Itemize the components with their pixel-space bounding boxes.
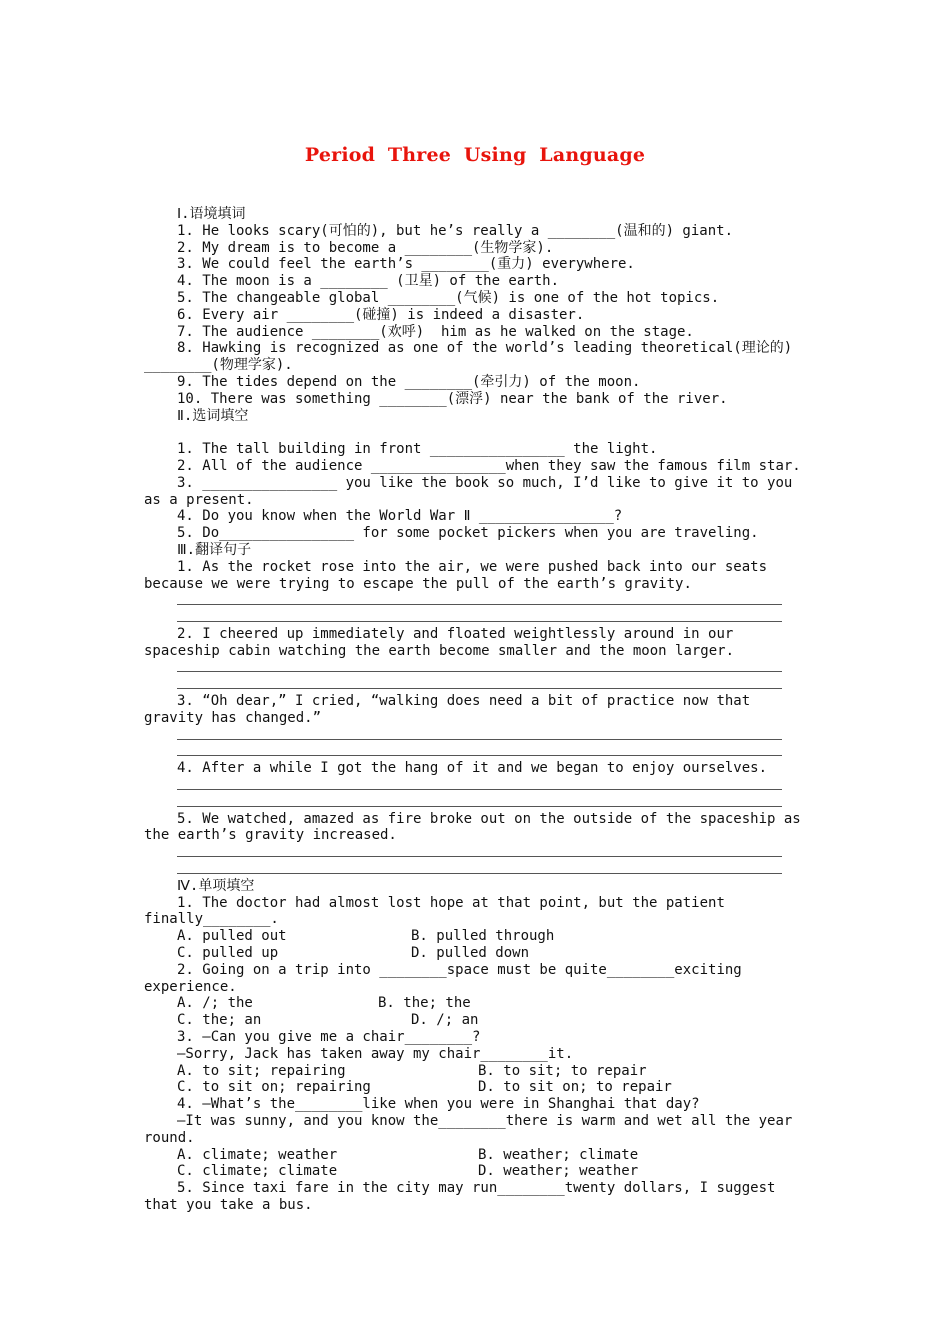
answer-line [144,660,806,677]
mc-options-1-row-1 [144,928,806,945]
option-b: B. the; the [378,995,471,1012]
option-d: D. /; an [411,1012,479,1029]
mc-question-5-cont: that you take a bus. [144,1197,313,1214]
answer-line [144,676,806,693]
option-d: D. pulled down [411,945,530,962]
fill-item-6: 6. Every air ________(碰撞) is indeed a disaster. [177,306,585,323]
mc-question-2: 2. Going on a trip into ________space must be quite________exciting [177,961,742,978]
mc-question-5: 5. Since taxi fare in the city may run________twenty dollars, I suggest [177,1180,776,1197]
option-a: A. climate; weather [177,1146,338,1163]
choice-fill-4: 4. Do you know when the World War Ⅱ ________________? [177,508,623,525]
option-b: B. pulled through [411,928,555,945]
option-c: C. pulled up [177,945,279,962]
fill-item-3: 3. We could feel the earth’s ________(重力) everywhere. [177,256,635,273]
mc-options-3-row-2 [144,1079,806,1096]
option-a: A. to sit; repairing [177,1062,346,1079]
mc-question-3: 3. —Can you give me a chair________? [177,1029,481,1046]
section-heading-2: Ⅱ.选词填空 [177,407,249,424]
mc-question-4-reply: —It was sunny, and you know the________there is warm and wet all the year [177,1113,793,1130]
mc-options-2-row-1 [144,995,806,1012]
choice-fill-3-cont: as a present. [144,491,254,508]
option-a: A. pulled out [177,928,287,945]
choice-fill-5: 5. Do________________ for some pocket pickers when you are traveling. [177,525,759,542]
mc-question-4: 4. —What’s the________like when you were in Shanghai that day? [177,1096,700,1113]
answer-line [144,592,806,609]
translate-5-cont: the earth’s gravity increased. [144,827,397,844]
fill-item-8-cont: ________(物理学家). [144,357,293,374]
section-heading-3: Ⅲ.翻译句子 [177,541,252,558]
section-heading-4: Ⅳ.单项填空 [177,877,255,894]
translate-1: 1. As the rocket rose into the air, we were pushed back into our seats [177,558,768,575]
option-c: C. the; an [177,1012,262,1029]
answer-line [144,844,806,861]
option-c: C. climate; climate [177,1163,338,1180]
fill-item-4: 4. The moon is a ________ (卫星) of the earth. [177,273,560,290]
fill-item-5: 5. The changeable global ________(气候) is one of the hot topics. [177,289,720,306]
page-title: Period Three Using Language [304,144,646,166]
translate-2-cont: spaceship cabin watching the earth become smaller and the moon larger. [144,642,735,659]
mc-options-1-row-2 [144,945,806,962]
worksheet-body [144,206,806,1214]
option-a: A. /; the [177,995,253,1012]
fill-item-2: 2. My dream is to become a ________(生物学家). [177,239,554,256]
mc-question-2-cont: experience. [144,978,237,995]
mc-question-3-reply: —Sorry, Jack has taken away my chair________it. [177,1045,574,1062]
answer-line [144,777,806,794]
fill-item-8: 8. Hawking is recognized as one of the world’s leading theoretical(理论的) [177,340,793,357]
option-b: B. weather; climate [478,1146,639,1163]
translate-4: 4. After a while I got the hang of it and we began to enjoy ourselves. [177,760,768,777]
translate-3: 3. “Oh dear,” I cried, “walking does need a bit of practice now that [177,693,751,710]
mc-options-4-row-1 [144,1147,806,1164]
mc-options-4-row-2 [144,1163,806,1180]
answer-line [144,744,806,761]
choice-fill-1: 1. The tall building in front ________________ the light. [177,441,658,458]
answer-line [144,609,806,626]
option-d: D. weather; weather [478,1163,639,1180]
fill-item-10: 10. There was something ________(漂浮) near the bank of the river. [177,390,728,407]
answer-line [144,794,806,811]
translate-5: 5. We watched, amazed as fire broke out on the outside of the spaceship as [177,810,801,827]
fill-item-1: 1. He looks scary(可怕的), but he’s really a ________(温和的) giant. [177,222,734,239]
option-d: D. to sit on; to repair [478,1079,672,1096]
translate-2: 2. I cheered up immediately and floated weightlessly around in our [177,625,734,642]
answer-line [144,861,806,878]
mc-options-3-row-1 [144,1063,806,1080]
spacer [144,424,806,441]
option-c: C. to sit on; repairing [177,1079,371,1096]
section-heading-1: Ⅰ.语境填词 [177,206,246,222]
mc-question-1-cont: finally________. [144,911,279,928]
fill-item-7: 7. The audience ________(欢呼) him as he walked on the stage. [177,323,694,340]
mc-question-4-cont: round. [144,1129,195,1146]
choice-fill-3: 3. ________________ you like the book so much, I’d like to give it to you [177,474,793,491]
choice-fill-2: 2. All of the audience ________________when they saw the famous film star. [177,457,801,474]
translate-3-cont: gravity has changed.” [144,709,322,726]
mc-options-2-row-2 [144,1012,806,1029]
fill-item-9: 9. The tides depend on the ________(牵引力) of the moon. [177,373,641,390]
option-b: B. to sit; to repair [478,1062,647,1079]
mc-question-1: 1. The doctor had almost lost hope at that point, but the patient [177,894,725,911]
translate-1-cont: because we were trying to escape the pull of the earth’s gravity. [144,575,692,592]
answer-line [144,727,806,744]
